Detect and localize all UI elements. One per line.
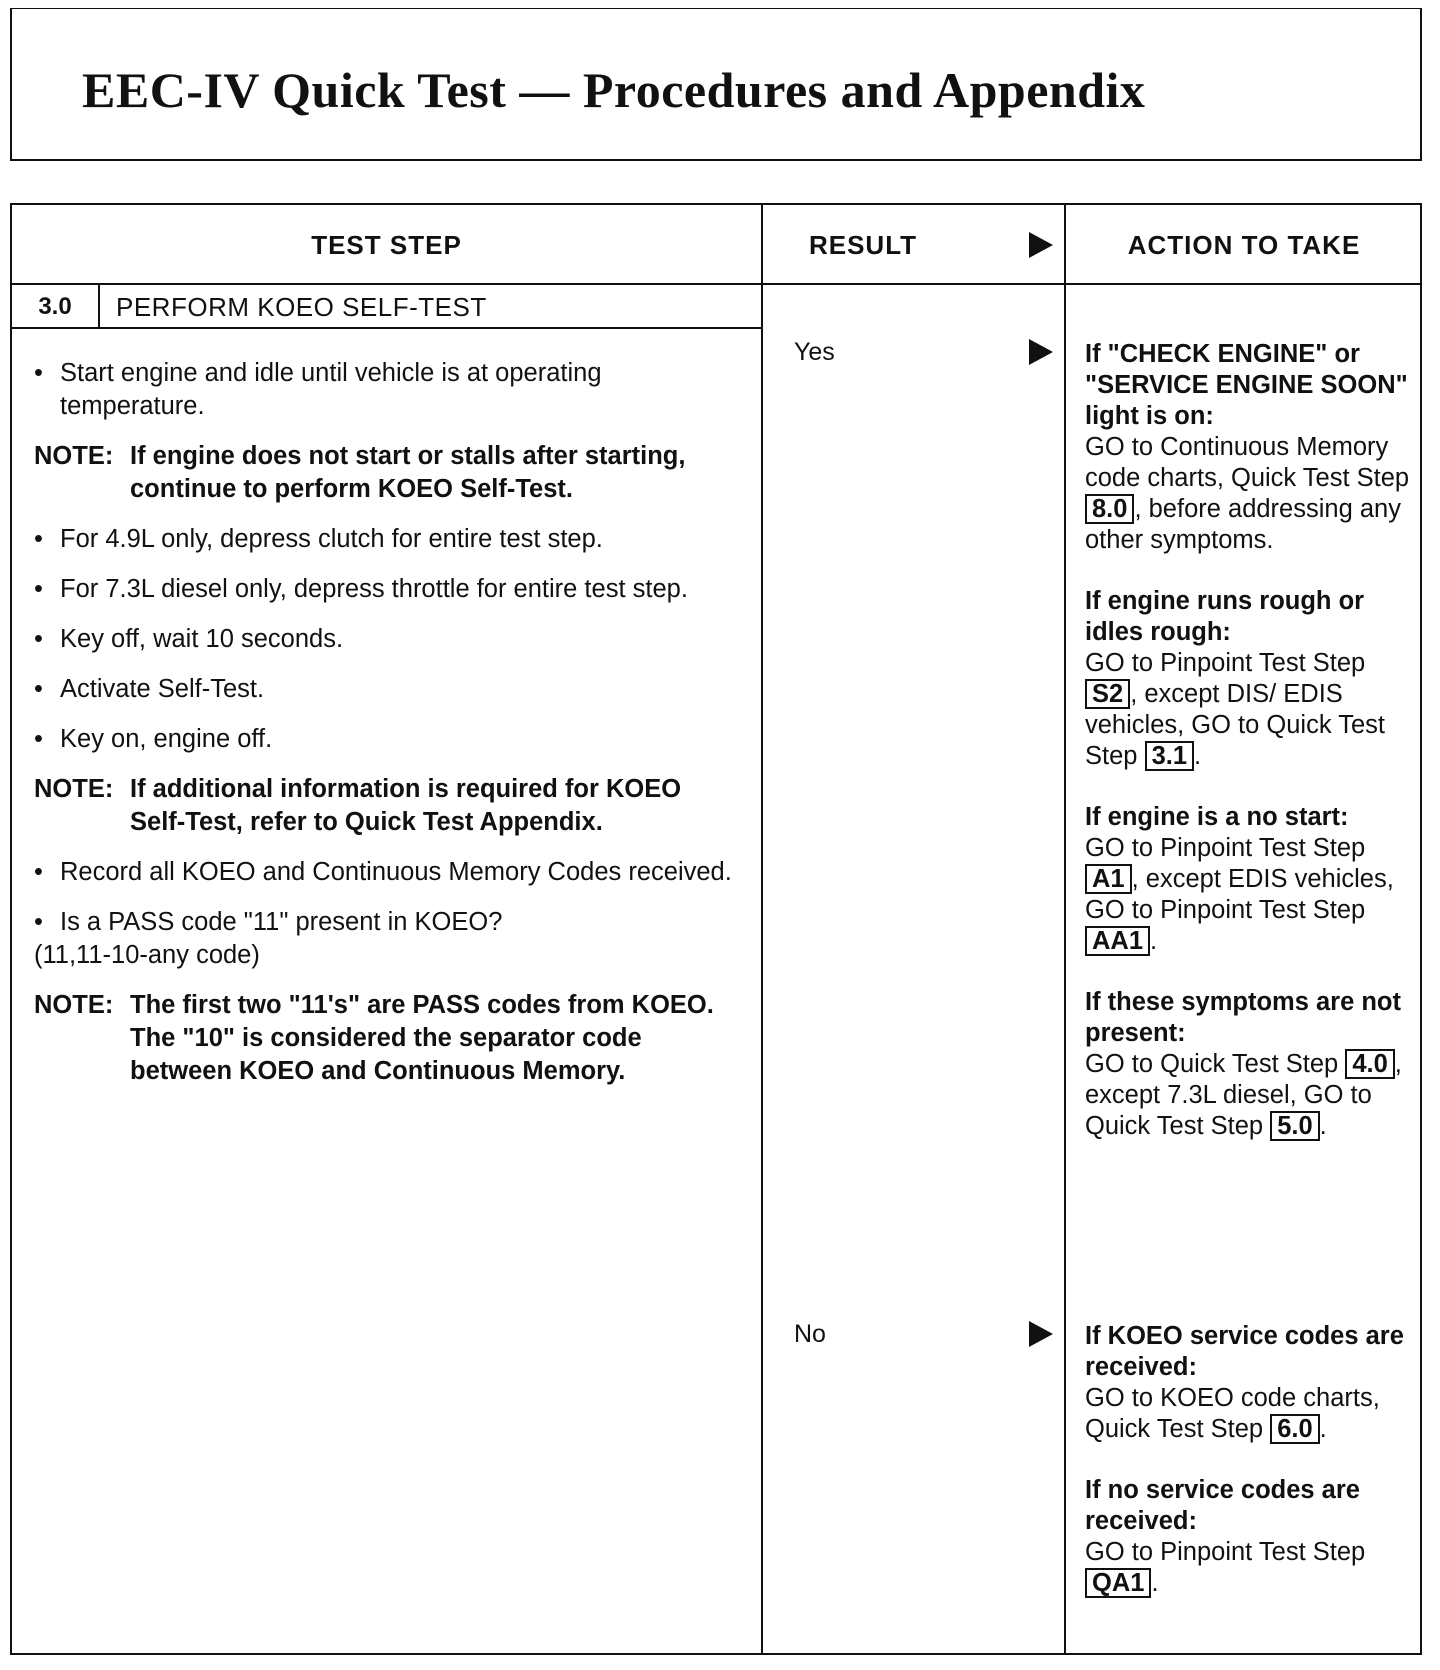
action-block bbox=[1085, 802, 1410, 957]
action-condition: If engine is a no start: bbox=[1085, 803, 1349, 831]
note-text: If engine does not start or stalls after starting, continue to perform KOEO Self-Test. bbox=[130, 442, 686, 503]
step-title: PERFORM KOEO SELF-TEST bbox=[116, 291, 487, 322]
action-text: . bbox=[1151, 1569, 1159, 1597]
action-text: GO to Pinpoint Test Step bbox=[1085, 649, 1366, 677]
result-no: No bbox=[794, 1320, 826, 1348]
note-label: NOTE: bbox=[34, 991, 114, 1019]
procedure-table bbox=[10, 203, 1422, 1655]
note-text: If additional information is required for KOEO Self-Test, refer to Quick Test Appendix. bbox=[130, 775, 682, 836]
action-instruction bbox=[1085, 648, 1410, 772]
note bbox=[34, 440, 734, 506]
header-action: ACTION TO TAKE bbox=[1127, 229, 1361, 260]
actions-no bbox=[1085, 1321, 1410, 1629]
instruction-item: • For 7.3L diesel only, depress throttle for entire test step. bbox=[34, 573, 734, 606]
step-reference: AA1 bbox=[1085, 926, 1150, 956]
actions-yes bbox=[1085, 339, 1410, 1172]
instruction-item: • Key on, engine off. bbox=[34, 723, 734, 756]
step-reference: 4.0 bbox=[1345, 1049, 1394, 1079]
column-divider bbox=[761, 205, 763, 1653]
action-block bbox=[1085, 987, 1410, 1142]
step-reference: 5.0 bbox=[1270, 1111, 1319, 1141]
action-block bbox=[1085, 586, 1410, 772]
action-condition: If no service codes are received: bbox=[1085, 1476, 1360, 1535]
column-divider bbox=[1064, 205, 1066, 1653]
action-instruction bbox=[1085, 1537, 1410, 1599]
action-text: GO to Quick Test Step bbox=[1085, 1050, 1339, 1078]
note-label: NOTE: bbox=[34, 442, 114, 470]
action-condition: If "CHECK ENGINE" or "SERVICE ENGINE SOON" light is on: bbox=[1085, 340, 1408, 430]
result-no-arrow-icon bbox=[1029, 1321, 1053, 1352]
action-instruction bbox=[1085, 1383, 1410, 1445]
action-block bbox=[1085, 1321, 1410, 1445]
action-block bbox=[1085, 339, 1410, 556]
action-text: , except EDIS vehicles, GO to Pinpoint Test Step bbox=[1085, 865, 1394, 924]
header-test-step: TEST STEP bbox=[311, 229, 462, 260]
instruction-item bbox=[34, 906, 734, 972]
title-box bbox=[10, 8, 1422, 161]
action-condition: If engine runs rough or idles rough: bbox=[1085, 587, 1365, 646]
header-result: RESULT bbox=[808, 229, 918, 260]
action-text: , except 7.3L diesel, GO to Quick Test Step bbox=[1085, 1050, 1402, 1140]
step-reference: QA1 bbox=[1085, 1568, 1151, 1598]
action-text: . bbox=[1319, 1112, 1327, 1140]
instruction-item: • Key off, wait 10 seconds. bbox=[34, 623, 734, 656]
action-instruction bbox=[1085, 833, 1410, 957]
note-label: NOTE: bbox=[34, 775, 114, 803]
note bbox=[34, 773, 734, 839]
instruction-item: • For 4.9L only, depress clutch for entire test step. bbox=[34, 523, 734, 556]
action-text: , before addressing any other symptoms. bbox=[1085, 495, 1401, 554]
action-text: GO to KOEO code charts, Quick Test Step bbox=[1085, 1384, 1380, 1443]
action-text: GO to Continuous Memory code charts, Quick Test Step bbox=[1085, 433, 1410, 492]
action-condition: If these symptoms are not present: bbox=[1085, 988, 1401, 1047]
action-condition: If KOEO service codes are received: bbox=[1085, 1322, 1404, 1381]
action-instruction bbox=[1085, 432, 1410, 556]
step-reference: 8.0 bbox=[1085, 494, 1134, 524]
instruction-item: • Start engine and idle until vehicle is at operating temperature. bbox=[34, 357, 734, 423]
header-arrow-icon bbox=[1029, 205, 1059, 285]
page-title: EEC-IV Quick Test — Procedures and Appendix bbox=[82, 62, 1146, 118]
step-reference: 3.1 bbox=[1145, 741, 1194, 771]
step-number-divider bbox=[98, 283, 100, 327]
instruction-question: • Is a PASS code "11" present in KOEO? bbox=[60, 908, 503, 936]
action-text: . bbox=[1319, 1415, 1327, 1443]
action-block bbox=[1085, 1475, 1410, 1599]
instruction-question-detail: (11,11-10-any code) bbox=[34, 941, 260, 969]
step-number: 3.0 bbox=[38, 293, 72, 320]
test-step-instructions bbox=[34, 357, 734, 1105]
instruction-item: • Activate Self-Test. bbox=[34, 673, 734, 706]
result-yes: Yes bbox=[794, 338, 835, 366]
action-instruction bbox=[1085, 1049, 1410, 1142]
result-yes-arrow-icon bbox=[1029, 339, 1053, 370]
action-text: , except DIS/ EDIS vehicles, GO to Quick Test Step bbox=[1085, 680, 1385, 770]
note-text: The first two "11's" are PASS codes from KOEO. The "10" is considered the separator code between KOEO and Continuous Memory. bbox=[130, 991, 714, 1085]
step-reference: A1 bbox=[1085, 864, 1132, 894]
action-text: . bbox=[1194, 742, 1202, 770]
action-text: GO to Pinpoint Test Step bbox=[1085, 834, 1366, 862]
step-reference: 6.0 bbox=[1270, 1414, 1319, 1444]
action-text: . bbox=[1150, 927, 1158, 955]
note bbox=[34, 989, 734, 1088]
instruction-item: • Record all KOEO and Continuous Memory Codes received. bbox=[34, 856, 734, 889]
step-reference: S2 bbox=[1085, 679, 1130, 709]
action-text: GO to Pinpoint Test Step bbox=[1085, 1538, 1366, 1566]
